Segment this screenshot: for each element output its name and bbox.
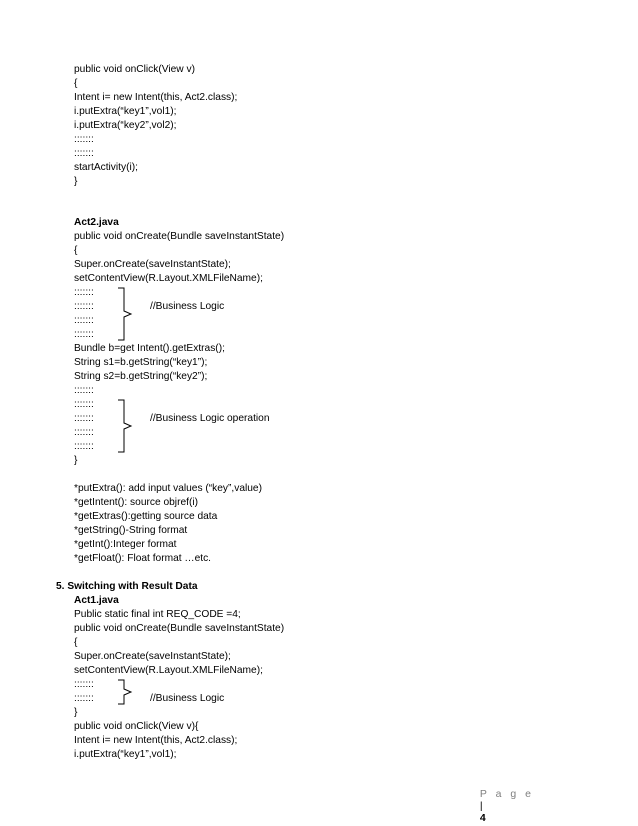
- dots-line: :::::::: [74, 679, 94, 690]
- code-line: :::::::: [74, 134, 94, 145]
- file-title: Act1.java: [74, 595, 119, 606]
- code-line: Super.onCreate(saveInstantState);: [74, 651, 231, 662]
- right-brace-icon: [112, 399, 136, 453]
- code-line: Bundle b=get Intent().getExtras();: [74, 343, 225, 354]
- note-line: *getIntent(): source objref(i): [74, 497, 199, 508]
- code-line: Super.onCreate(saveInstantState);: [74, 259, 231, 270]
- code-line: String s1=b.getString(“key1”);: [74, 357, 208, 368]
- code-line: public void onCreate(Bundle saveInstantState): [74, 623, 285, 634]
- dots-line: :::::::: [74, 329, 94, 340]
- code-line: i.putExtra(“key2”,vol2);: [74, 120, 177, 131]
- page-separator: |: [479, 800, 483, 812]
- code-line: }: [74, 707, 78, 718]
- code-line: Intent i= new Intent(this, Act2.class);: [74, 92, 238, 103]
- code-line: i.putExtra(“key1”,vol1);: [74, 749, 177, 760]
- code-line: Intent i= new Intent(this, Act2.class);: [74, 735, 238, 746]
- dots-line: :::::::: [74, 413, 94, 424]
- code-line: setContentView(R.Layout.XMLFileName);: [74, 273, 263, 284]
- dots-line: :::::::: [74, 693, 94, 704]
- code-comment: //Business Logic: [150, 301, 225, 312]
- code-line: i.putExtra(“key1”,vol1);: [74, 106, 177, 117]
- dots-line: :::::::: [74, 427, 94, 438]
- code-line: {: [74, 78, 78, 89]
- code-line: {: [74, 637, 78, 648]
- note-line: *putExtra(): add input values (“key”,value): [74, 483, 262, 494]
- code-line: public void onClick(View v): [74, 64, 195, 75]
- code-line: :::::::: [74, 148, 94, 159]
- dots-line: :::::::: [74, 399, 94, 410]
- code-line: }: [74, 455, 78, 466]
- code-line: public void onCreate(Bundle saveInstantState): [74, 231, 285, 242]
- note-line: *getExtras():getting source data: [74, 511, 218, 522]
- dots-line: :::::::: [74, 441, 94, 452]
- dots-line: :::::::: [74, 301, 94, 312]
- code-line: Public static final int REQ_CODE =4;: [74, 609, 241, 620]
- code-line: {: [74, 245, 78, 256]
- code-comment: //Business Logic: [150, 693, 225, 704]
- right-brace-icon: [112, 679, 136, 705]
- dots-line: :::::::: [74, 385, 94, 396]
- code-line: public void onClick(View v){: [74, 721, 199, 732]
- note-line: *getInt():Integer format: [74, 539, 177, 550]
- page-label: P a g e: [479, 788, 534, 800]
- note-line: *getString()-String format: [74, 525, 188, 536]
- page-footer: [474, 776, 534, 824]
- code-comment: //Business Logic operation: [150, 413, 270, 424]
- code-line: startActivity(i);: [74, 162, 138, 173]
- section-heading: 5. Switching with Result Data: [56, 581, 198, 592]
- note-line: *getFloat(): Float format …etc.: [74, 553, 212, 564]
- right-brace-icon: [112, 287, 136, 341]
- code-line: }: [74, 176, 78, 187]
- dots-line: :::::::: [74, 287, 94, 298]
- code-line: setContentView(R.Layout.XMLFileName);: [74, 665, 263, 676]
- code-line: String s2=b.getString(“key2”);: [74, 371, 208, 382]
- file-title: Act2.java: [74, 217, 119, 228]
- page-number: 4: [479, 812, 486, 824]
- dots-line: :::::::: [74, 315, 94, 326]
